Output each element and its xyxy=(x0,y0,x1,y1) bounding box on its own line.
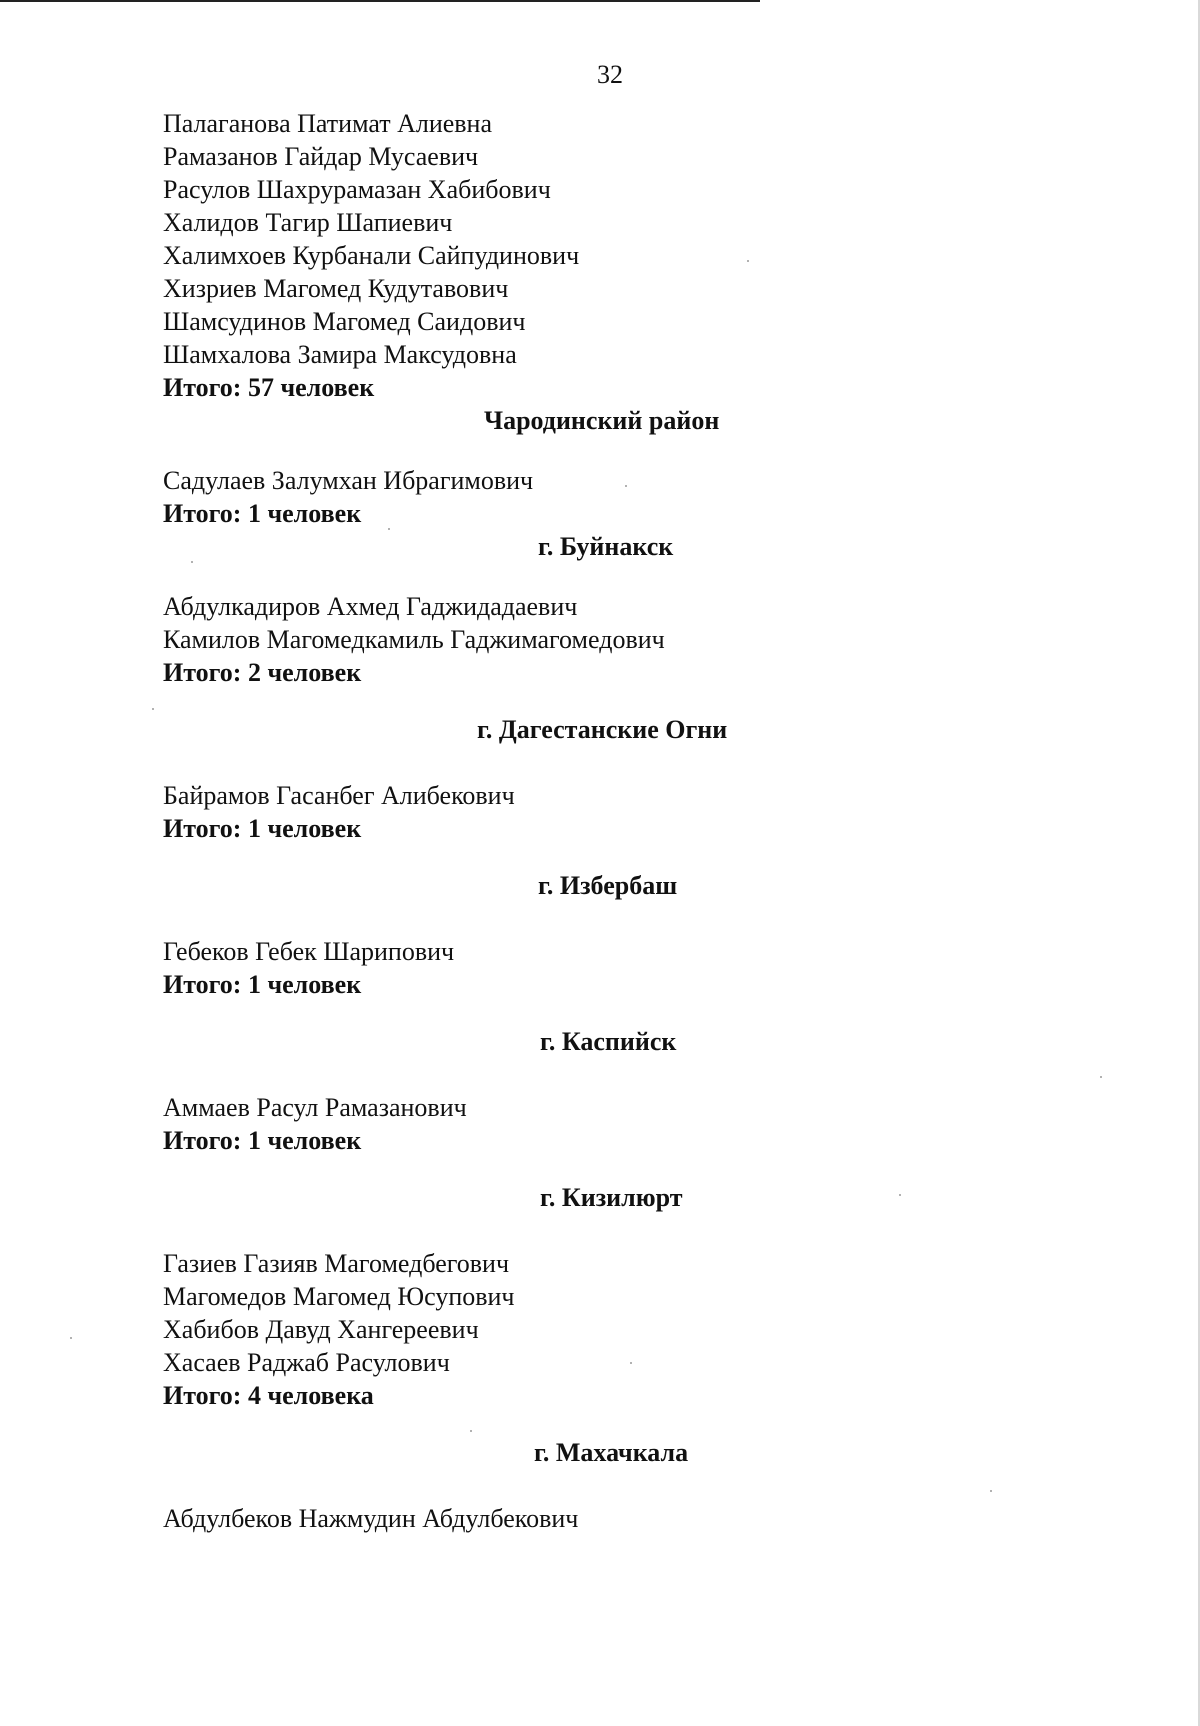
section-total: Итого: 4 человека xyxy=(163,1381,374,1410)
scan-speckle xyxy=(470,1430,472,1432)
list-item: Камилов Магомедкамиль Гаджимагомедович xyxy=(163,625,665,654)
section-heading: г. Каспийск xyxy=(540,1027,677,1056)
list-item: Рамазанов Гайдар Мусаевич xyxy=(163,142,479,171)
section-total: Итого: 1 человек xyxy=(163,970,362,999)
list-item: Магомедов Магомед Юсупович xyxy=(163,1282,515,1311)
list-item: Гебеков Гебек Шарипович xyxy=(163,937,455,966)
list-item: Шамсудинов Магомед Саидович xyxy=(163,307,526,336)
scan-speckle xyxy=(1100,1076,1102,1078)
list-item: Хасаев Раджаб Расулович xyxy=(163,1348,450,1377)
list-item: Хизриев Магомед Кудутавович xyxy=(163,274,509,303)
section-total: Итого: 2 человек xyxy=(163,658,362,687)
list-item: Шамхалова Замира Максудовна xyxy=(163,340,517,369)
list-item: Расулов Шахрурамазан Хабибович xyxy=(163,175,551,204)
page-number: 32 xyxy=(597,60,623,89)
section-buynaksk xyxy=(163,530,1063,689)
section-heading: г. Буйнакск xyxy=(538,532,674,561)
document-body xyxy=(163,107,1063,1535)
scan-speckle xyxy=(70,1337,72,1339)
section-dagestanskie-ogni xyxy=(163,713,1063,845)
section-izberbash xyxy=(163,869,1063,1001)
list-item: Садулаев Залумхан Ибрагимович xyxy=(163,466,534,495)
list-item: Халидов Тагир Шапиевич xyxy=(163,208,453,237)
section-heading: г. Махачкала xyxy=(534,1438,689,1467)
list-item: Палаганова Патимат Алиевна xyxy=(163,109,493,138)
section-total: Итого: 57 человек xyxy=(163,373,375,402)
list-item: Аммаев Расул Рамазанович xyxy=(163,1093,467,1122)
list-item: Абдулкадиров Ахмед Гаджидадаевич xyxy=(163,592,578,621)
list-item: Халимхоев Курбанали Сайпудинович xyxy=(163,241,580,270)
section-heading: Чародинский район xyxy=(484,406,720,435)
section-total: Итого: 1 человек xyxy=(163,1126,362,1155)
list-item: Байрамов Гасанбег Алибекович xyxy=(163,781,515,810)
scan-speckle xyxy=(899,1194,901,1196)
scan-speckle xyxy=(990,1490,992,1492)
scan-speckle xyxy=(630,1362,632,1364)
section-charodinsky xyxy=(163,404,1063,530)
list-item: Абдулбеков Нажмудин Абдулбекович xyxy=(163,1504,579,1533)
section-heading: г. Кизилюрт xyxy=(540,1183,683,1212)
section-kaspiysk xyxy=(163,1025,1063,1157)
section-total: Итого: 1 человек xyxy=(163,814,362,843)
scan-speckle xyxy=(625,485,627,487)
scan-speckle xyxy=(747,260,749,262)
section-heading: г. Избербаш xyxy=(538,871,678,900)
scan-speckle xyxy=(152,708,154,710)
section-total: Итого: 1 человек xyxy=(163,499,362,528)
section-kizilyurt xyxy=(163,1181,1063,1412)
section-makhachkala xyxy=(163,1436,1063,1535)
list-item: Газиев Газияв Магомедбегович xyxy=(163,1249,510,1278)
scan-speckle xyxy=(388,528,390,530)
list-item: Хабибов Давуд Хангереевич xyxy=(163,1315,479,1344)
section-heading: г. Дагестанские Огни xyxy=(477,715,728,744)
scan-edge-top xyxy=(0,0,760,2)
continuation-list xyxy=(163,107,1063,404)
scan-speckle xyxy=(191,561,193,563)
